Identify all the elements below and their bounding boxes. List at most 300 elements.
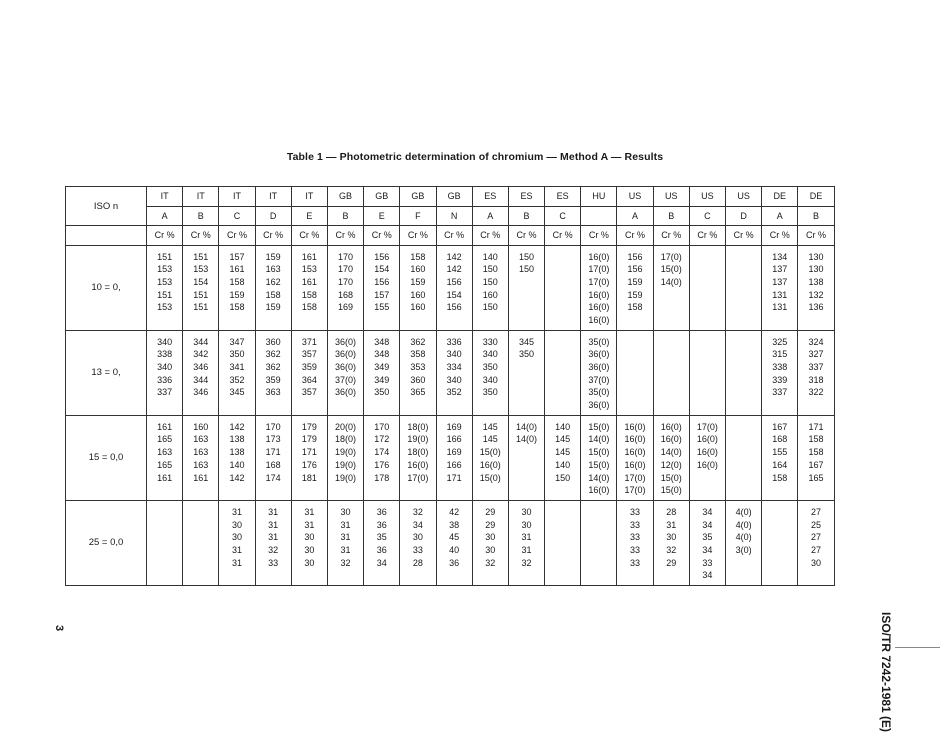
result-value: 37(0) [335, 374, 357, 385]
lab-header: C [545, 206, 581, 226]
result-value: 171 [808, 421, 824, 432]
result-value: 176 [301, 459, 317, 470]
result-value: 16(0) [588, 251, 610, 262]
result-value: 173 [265, 434, 281, 445]
result-value: 19(0) [407, 434, 429, 445]
result-value: 159 [229, 289, 245, 300]
result-cell [400, 500, 436, 585]
result-value: 162 [265, 276, 281, 287]
result-value: 29 [666, 557, 677, 568]
result-value: 17(0) [660, 251, 682, 262]
result-value: 140 [482, 251, 498, 262]
unit-header: Cr % [689, 226, 725, 246]
result-value: 158 [808, 447, 824, 458]
result-value: 30 [521, 519, 532, 530]
result-value: 16(0) [588, 314, 610, 325]
iso-group-label: 13 = 0, [66, 330, 147, 415]
result-value: 346 [193, 387, 209, 398]
result-value: 140 [555, 421, 571, 432]
result-value: 150 [555, 472, 571, 483]
result-value: 158 [627, 302, 643, 313]
result-cell [689, 415, 725, 500]
country-header: GB [364, 187, 400, 207]
result-cell [400, 415, 436, 500]
result-value: 16(0) [479, 459, 501, 470]
result-value: 174 [265, 472, 281, 483]
result-value: 14(0) [515, 421, 537, 432]
unit-header: Cr % [364, 226, 400, 246]
result-cell [762, 330, 798, 415]
result-value: 340 [482, 349, 498, 360]
result-cell [545, 245, 581, 330]
result-value: 156 [374, 276, 390, 287]
result-cell [147, 500, 183, 585]
result-value: 130 [808, 264, 824, 275]
result-cell [327, 245, 363, 330]
result-value: 151 [193, 289, 209, 300]
result-cell [508, 245, 544, 330]
result-value: 349 [374, 362, 390, 372]
result-value: 33 [630, 532, 641, 543]
result-value: 17(0) [696, 421, 718, 432]
lab-header: A [147, 206, 183, 226]
result-cell [689, 245, 725, 330]
result-value: 168 [265, 459, 281, 470]
result-value: 16(0) [624, 447, 646, 458]
iso-group-label: 10 = 0, [66, 245, 147, 330]
result-value: 145 [555, 447, 571, 458]
result-value: 131 [772, 302, 788, 313]
result-cell [508, 500, 544, 585]
result-value: 153 [301, 264, 317, 275]
result-value: 16(0) [660, 421, 682, 432]
result-value: 35(0) [588, 336, 610, 347]
result-value: 350 [229, 349, 245, 360]
result-value: 337 [808, 362, 824, 372]
unit-header: Cr % [147, 226, 183, 246]
result-value: 150 [518, 264, 534, 275]
result-value: 30 [810, 557, 821, 568]
result-value: 158 [772, 472, 788, 483]
unit-header: Cr % [183, 226, 219, 246]
result-value: 156 [627, 251, 643, 262]
result-value: 340 [482, 374, 498, 385]
result-cell [219, 500, 255, 585]
iso-header [66, 187, 147, 226]
result-cell [617, 415, 653, 500]
result-value: 3(0) [735, 544, 752, 555]
result-value: 136 [808, 302, 824, 313]
result-value: 163 [193, 447, 209, 458]
result-value: 159 [265, 251, 281, 262]
result-value: 360 [265, 336, 281, 347]
result-value: 315 [772, 349, 788, 360]
result-value: 36(0) [588, 400, 610, 411]
result-value: 158 [229, 302, 245, 313]
result-value: 362 [265, 349, 281, 360]
result-cell [219, 415, 255, 500]
result-value: 30 [304, 557, 315, 568]
result-value: 30 [304, 544, 315, 555]
result-cell [508, 415, 544, 500]
result-value: 161 [301, 276, 317, 287]
result-value: 161 [157, 472, 173, 483]
table-row-group [66, 500, 835, 585]
result-value: 337 [157, 387, 173, 398]
unit-header: Cr % [327, 226, 363, 246]
result-value: 45 [449, 532, 460, 543]
result-value: 31 [304, 506, 315, 517]
result-value: 31 [521, 544, 532, 555]
lab-header: B [653, 206, 689, 226]
unit-header: Cr % [219, 226, 255, 246]
result-cell [436, 500, 472, 585]
country-header: US [617, 187, 653, 207]
result-value: 16(0) [624, 421, 646, 432]
result-value: 158 [301, 289, 317, 300]
result-value: 30 [666, 532, 677, 543]
result-value: 353 [410, 362, 426, 372]
result-value: 338 [157, 349, 173, 360]
result-value: 16(0) [588, 485, 610, 496]
result-value: 36(0) [588, 362, 610, 372]
result-cell [545, 415, 581, 500]
iso-group-label: 25 = 0,0 [66, 500, 147, 585]
country-header: GB [436, 187, 472, 207]
result-value: 363 [265, 387, 281, 398]
result-value: 15(0) [588, 447, 610, 458]
unit-header: Cr % [726, 226, 762, 246]
result-cell [147, 415, 183, 500]
document-reference: ISO/TR 7242-1981 (E) [879, 612, 893, 732]
result-value: 324 [808, 336, 824, 347]
result-value: 36 [376, 506, 387, 517]
result-cell [327, 330, 363, 415]
result-value: 345 [518, 336, 534, 347]
result-value: 15(0) [479, 472, 501, 483]
result-cell [617, 245, 653, 330]
result-cell [689, 500, 725, 585]
result-value: 150 [518, 251, 534, 262]
result-value: 16(0) [624, 434, 646, 445]
result-value: 171 [265, 447, 281, 458]
result-value: 35(0) [588, 387, 610, 398]
result-value: 169 [446, 447, 462, 458]
result-value: 322 [808, 387, 824, 398]
result-value: 158 [410, 251, 426, 262]
result-value: 336 [157, 374, 173, 385]
unit-header: Cr % [436, 226, 472, 246]
result-value: 31 [231, 506, 242, 517]
result-value: 27 [810, 532, 821, 543]
result-value: 170 [374, 421, 390, 432]
result-value: 171 [301, 447, 317, 458]
result-cell [653, 500, 689, 585]
result-value: 138 [229, 434, 245, 445]
result-value: 165 [157, 459, 173, 470]
result-value: 31 [268, 519, 279, 530]
result-cell [291, 500, 327, 585]
result-value: 160 [193, 421, 209, 432]
result-value: 17(0) [624, 472, 646, 483]
result-value: 32 [412, 506, 423, 517]
result-value: 159 [627, 289, 643, 300]
result-value: 350 [518, 349, 534, 360]
result-value: 176 [374, 459, 390, 470]
result-value: 336 [446, 336, 462, 347]
result-cell [581, 415, 617, 500]
result-value: 34 [702, 544, 713, 555]
result-value: 34 [702, 570, 713, 581]
result-value: 31 [231, 557, 242, 568]
result-value: 362 [410, 336, 426, 347]
result-value: 344 [193, 336, 209, 347]
result-value: 36 [376, 519, 387, 530]
unit-header: Cr % [400, 226, 436, 246]
result-cell [545, 500, 581, 585]
result-cell [219, 330, 255, 415]
result-value: 4(0) [735, 532, 752, 543]
result-value: 145 [482, 434, 498, 445]
result-value: 16(0) [407, 459, 429, 470]
result-value: 15(0) [588, 459, 610, 470]
result-value: 155 [374, 302, 390, 313]
unit-header: Cr % [653, 226, 689, 246]
result-value: 348 [374, 336, 390, 347]
result-value: 34 [702, 506, 713, 517]
result-value: 31 [340, 519, 351, 530]
result-value: 14(0) [588, 434, 610, 445]
result-value: 160 [410, 264, 426, 275]
result-value: 18(0) [407, 421, 429, 432]
result-cell [653, 415, 689, 500]
country-header: DE [762, 187, 798, 207]
header-row-unit [66, 226, 835, 246]
result-value: 360 [410, 374, 426, 385]
result-value: 168 [338, 289, 354, 300]
result-value: 30 [231, 532, 242, 543]
result-value: 28 [412, 557, 423, 568]
result-value: 174 [374, 447, 390, 458]
result-value: 4(0) [735, 506, 752, 517]
country-header: GB [400, 187, 436, 207]
result-value: 12(0) [660, 459, 682, 470]
result-value: 334 [446, 362, 462, 372]
result-value: 15(0) [660, 485, 682, 496]
result-cell [364, 245, 400, 330]
result-value: 154 [374, 264, 390, 275]
result-value: 145 [482, 421, 498, 432]
result-value: 31 [340, 532, 351, 543]
result-cell [255, 415, 291, 500]
result-value: 36(0) [335, 349, 357, 360]
result-value: 364 [301, 374, 317, 385]
country-header: IT [147, 187, 183, 207]
result-value: 153 [193, 264, 209, 275]
result-value: 166 [446, 434, 462, 445]
result-value: 159 [265, 302, 281, 313]
result-value: 30 [340, 506, 351, 517]
result-value: 142 [446, 251, 462, 262]
result-value: 348 [374, 349, 390, 360]
result-value: 19(0) [335, 459, 357, 470]
result-cell [762, 500, 798, 585]
result-cell [327, 415, 363, 500]
result-value: 164 [772, 459, 788, 470]
result-cell [508, 330, 544, 415]
lab-header: E [291, 206, 327, 226]
result-cell [291, 245, 327, 330]
result-value: 33 [268, 557, 279, 568]
unit-header: Cr % [472, 226, 508, 246]
lab-header: A [472, 206, 508, 226]
result-value: 359 [265, 374, 281, 385]
result-value: 17(0) [407, 472, 429, 483]
result-value: 153 [157, 276, 173, 287]
result-cell [364, 330, 400, 415]
result-cell [400, 330, 436, 415]
result-value: 169 [446, 421, 462, 432]
result-value: 349 [374, 374, 390, 385]
result-value: 142 [229, 472, 245, 483]
result-value: 16(0) [696, 447, 718, 458]
lab-header: B [508, 206, 544, 226]
result-value: 19(0) [335, 472, 357, 483]
result-cell [291, 415, 327, 500]
result-value: 16(0) [588, 289, 610, 300]
result-value: 151 [193, 251, 209, 262]
result-value: 31 [231, 544, 242, 555]
result-value: 344 [193, 374, 209, 385]
result-value: 29 [485, 519, 496, 530]
result-value: 32 [521, 557, 532, 568]
lab-header: D [255, 206, 291, 226]
result-cell [726, 500, 762, 585]
result-value: 14(0) [660, 276, 682, 287]
result-value: 34 [376, 557, 387, 568]
result-cell [147, 330, 183, 415]
result-value: 352 [229, 374, 245, 385]
result-value: 31 [268, 532, 279, 543]
result-value: 158 [229, 276, 245, 287]
result-value: 155 [772, 447, 788, 458]
result-cell [400, 245, 436, 330]
result-value: 345 [229, 387, 245, 398]
result-value: 35 [702, 532, 713, 543]
result-value: 157 [229, 251, 245, 262]
lab-header: C [219, 206, 255, 226]
result-value: 33 [412, 544, 423, 555]
lab-header: C [689, 206, 725, 226]
lab-header: B [798, 206, 834, 226]
result-cell [798, 500, 834, 585]
result-cell [726, 330, 762, 415]
result-value: 150 [482, 264, 498, 275]
header-row-lab [66, 206, 835, 226]
result-value: 31 [521, 532, 532, 543]
result-value: 340 [157, 336, 173, 347]
result-cell [436, 245, 472, 330]
result-cell [689, 330, 725, 415]
result-value: 371 [301, 336, 317, 347]
result-cell [255, 500, 291, 585]
header-row-country [66, 187, 835, 207]
result-value: 163 [265, 264, 281, 275]
unit-header: Cr % [508, 226, 544, 246]
result-value: 25 [810, 519, 821, 530]
country-header: US [689, 187, 725, 207]
result-cell [255, 330, 291, 415]
result-value: 160 [410, 289, 426, 300]
result-value: 32 [268, 544, 279, 555]
result-value: 158 [265, 289, 281, 300]
result-value: 160 [482, 289, 498, 300]
result-cell [617, 500, 653, 585]
iso-label: ISO n [93, 200, 119, 212]
result-value: 156 [446, 276, 462, 287]
result-cell [653, 245, 689, 330]
country-header: IT [291, 187, 327, 207]
result-value: 150 [482, 302, 498, 313]
country-header: IT [219, 187, 255, 207]
table-row-group [66, 330, 835, 415]
result-value: 159 [410, 276, 426, 287]
result-value: 36 [449, 557, 460, 568]
result-value: 337 [772, 387, 788, 398]
result-value: 170 [338, 276, 354, 287]
table-caption: Table 1 — Photometric determination of chromium — Method A — Results [286, 151, 664, 163]
result-value: 15(0) [660, 472, 682, 483]
result-value: 339 [772, 374, 788, 385]
result-value: 33 [630, 519, 641, 530]
result-value: 362 [265, 362, 281, 372]
lab-header: A [617, 206, 653, 226]
result-value: 32 [485, 557, 496, 568]
lab-header: E [364, 206, 400, 226]
result-value: 16(0) [660, 434, 682, 445]
result-cell [726, 245, 762, 330]
result-value: 17(0) [588, 276, 610, 287]
result-value: 131 [772, 289, 788, 300]
lab-header: D [726, 206, 762, 226]
result-value: 37(0) [588, 374, 610, 385]
result-cell [472, 245, 508, 330]
result-cell [472, 415, 508, 500]
unit-header: Cr % [581, 226, 617, 246]
result-value: 170 [265, 421, 281, 432]
lab-header: A [762, 206, 798, 226]
result-value: 17(0) [624, 485, 646, 496]
result-cell [726, 415, 762, 500]
result-value: 142 [446, 264, 462, 275]
result-value: 31 [666, 519, 677, 530]
result-cell [653, 330, 689, 415]
result-cell [617, 330, 653, 415]
result-cell [255, 245, 291, 330]
result-value: 179 [301, 434, 317, 445]
result-value: 15(0) [660, 264, 682, 275]
result-value: 36(0) [335, 362, 357, 372]
result-value: 18(0) [335, 434, 357, 445]
result-value: 161 [193, 472, 209, 483]
result-cell [183, 330, 219, 415]
result-value: 342 [193, 349, 209, 360]
result-value: 33 [630, 557, 641, 568]
result-value: 170 [338, 264, 354, 275]
result-value: 140 [555, 459, 571, 470]
result-value: 169 [338, 302, 354, 313]
result-value: 157 [374, 289, 390, 300]
